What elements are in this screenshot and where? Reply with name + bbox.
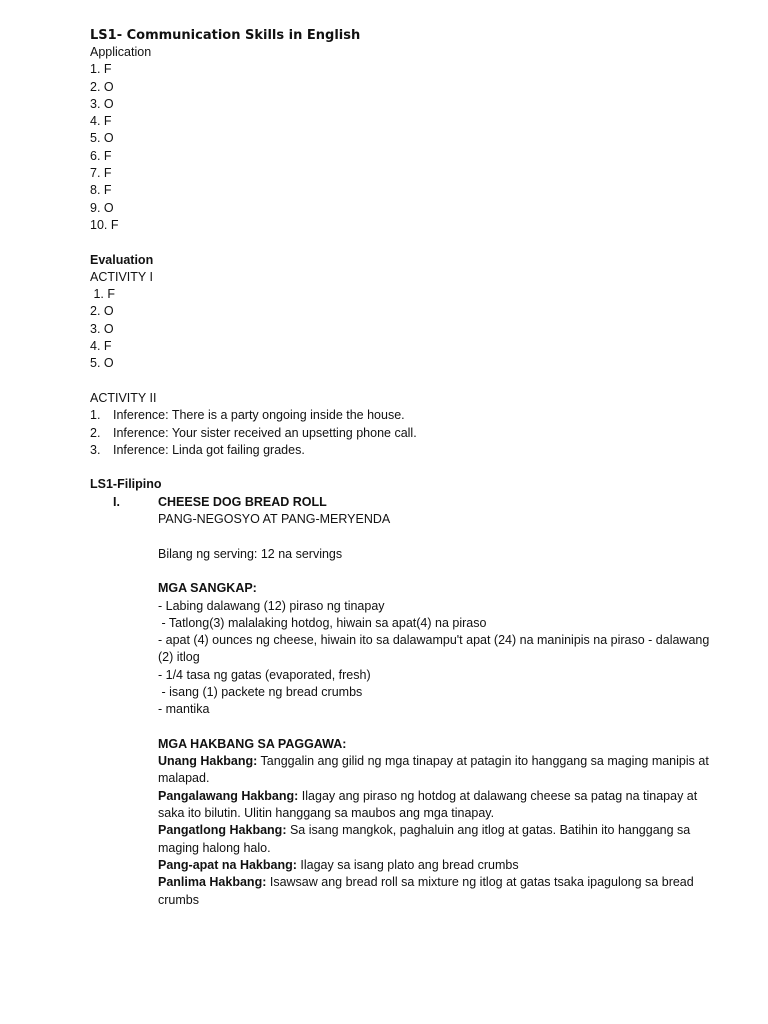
activity-1-item: 5. O [90,356,114,371]
document-title: LS1- Communication Skills in English [90,28,361,43]
application-item: 4. F [90,114,112,129]
ingredients-heading: MGA SANGKAP: [158,581,257,596]
activity-1-item: 4. F [90,339,112,354]
step-text: Ilagay sa isang plato ang bread crumbs [296,857,519,872]
activity-1-item: 3. O [90,321,114,336]
list-text: Inference: There is a party ongoing inside the house. [113,408,405,423]
evaluation-heading: Evaluation [90,252,154,267]
step-item [90,753,710,788]
list-item [90,407,710,424]
ingredient-item: - 1/4 tasa ng gatas (evaporated, fresh) [158,667,371,682]
ingredients-list [90,598,710,719]
step-item [90,822,710,857]
step-text: Tanggalin ang gilid ng mga tinapay at patagin ito hanggang sa maging manipis at malapad. [158,754,709,786]
step-item [90,874,710,909]
step-text: Sa isang mangkok, paghaluin ang itlog at gatas. Batihin ito hanggang sa maging halong halo. [158,823,691,855]
recipe-title: CHEESE DOG BREAD ROLL [158,494,327,509]
ingredient-item: - Labing dalawang (12) piraso ng tinapay [158,598,385,613]
activity-1-item: 1. F [90,287,116,302]
application-item: 6. F [90,148,112,163]
application-item: 1. F [90,62,112,77]
list-text: Inference: Your sister received an upsetting phone call. [113,425,417,440]
ingredient-item: - isang (1) packete ng bread crumbs [158,684,363,699]
application-item: 9. O [90,200,114,215]
application-list [90,61,710,234]
list-text: Inference: Linda got failing grades. [113,442,305,457]
application-heading: Application [90,45,152,59]
list-item [90,442,710,459]
filipino-heading: LS1-Filipino [90,477,162,492]
ingredient-item: - apat (4) ounces ng cheese, hiwain ito sa dalawampu't apat (24) na maninipis na piraso - dalawang (2) itlog [158,633,710,665]
activity-2-heading: ACTIVITY II [90,390,157,405]
activity-1-heading: ACTIVITY I [90,269,153,284]
application-item: 3. O [90,96,114,111]
roman-numeral: I. [113,494,120,509]
step-label: Unang Hakbang: [158,754,258,769]
activity-2-list [90,407,710,459]
step-label: Pang-apat na Hakbang: [158,857,297,872]
servings: Bilang ng serving: 12 na servings [158,546,343,561]
steps-list [90,753,710,909]
application-item: 8. F [90,183,112,198]
step-label: Pangalawang Hakbang: [158,788,299,803]
recipe-title-row [90,494,710,511]
step-text: Ilagay ang piraso ng hotdog at dalawang cheese sa patag na tinapay at saka ito bilutin. Ulitin hanggang sa maubos ang mga tinapay. [158,788,698,821]
step-text: Isawsaw ang bread roll sa mixture ng itlog at gatas tsaka ipagulong sa bread crumbs [158,875,694,907]
step-label: Pangatlong Hakbang: [158,823,287,838]
ingredient-item: - Tatlong(3) malalaking hotdog, hiwain sa apat(4) na piraso [158,615,487,630]
application-item: 10. F [90,217,119,232]
list-number: 3. [90,442,101,457]
step-item [90,788,710,823]
document-page [90,28,710,909]
ingredient-item: - mantika [158,702,210,717]
activity-1-list [90,286,710,372]
application-item: 5. O [90,131,114,146]
steps-heading: MGA HAKBANG SA PAGGAWA: [158,736,347,751]
list-item [90,425,710,442]
step-label: Panlima Hakbang: [158,875,267,890]
application-item: 7. F [90,166,112,181]
activity-1-item: 2. O [90,304,114,319]
list-number: 2. [90,425,101,440]
recipe-subtitle: PANG-NEGOSYO AT PANG-MERYENDA [158,512,391,527]
application-item: 2. O [90,79,114,94]
list-number: 1. [90,408,101,423]
step-item [90,857,710,874]
